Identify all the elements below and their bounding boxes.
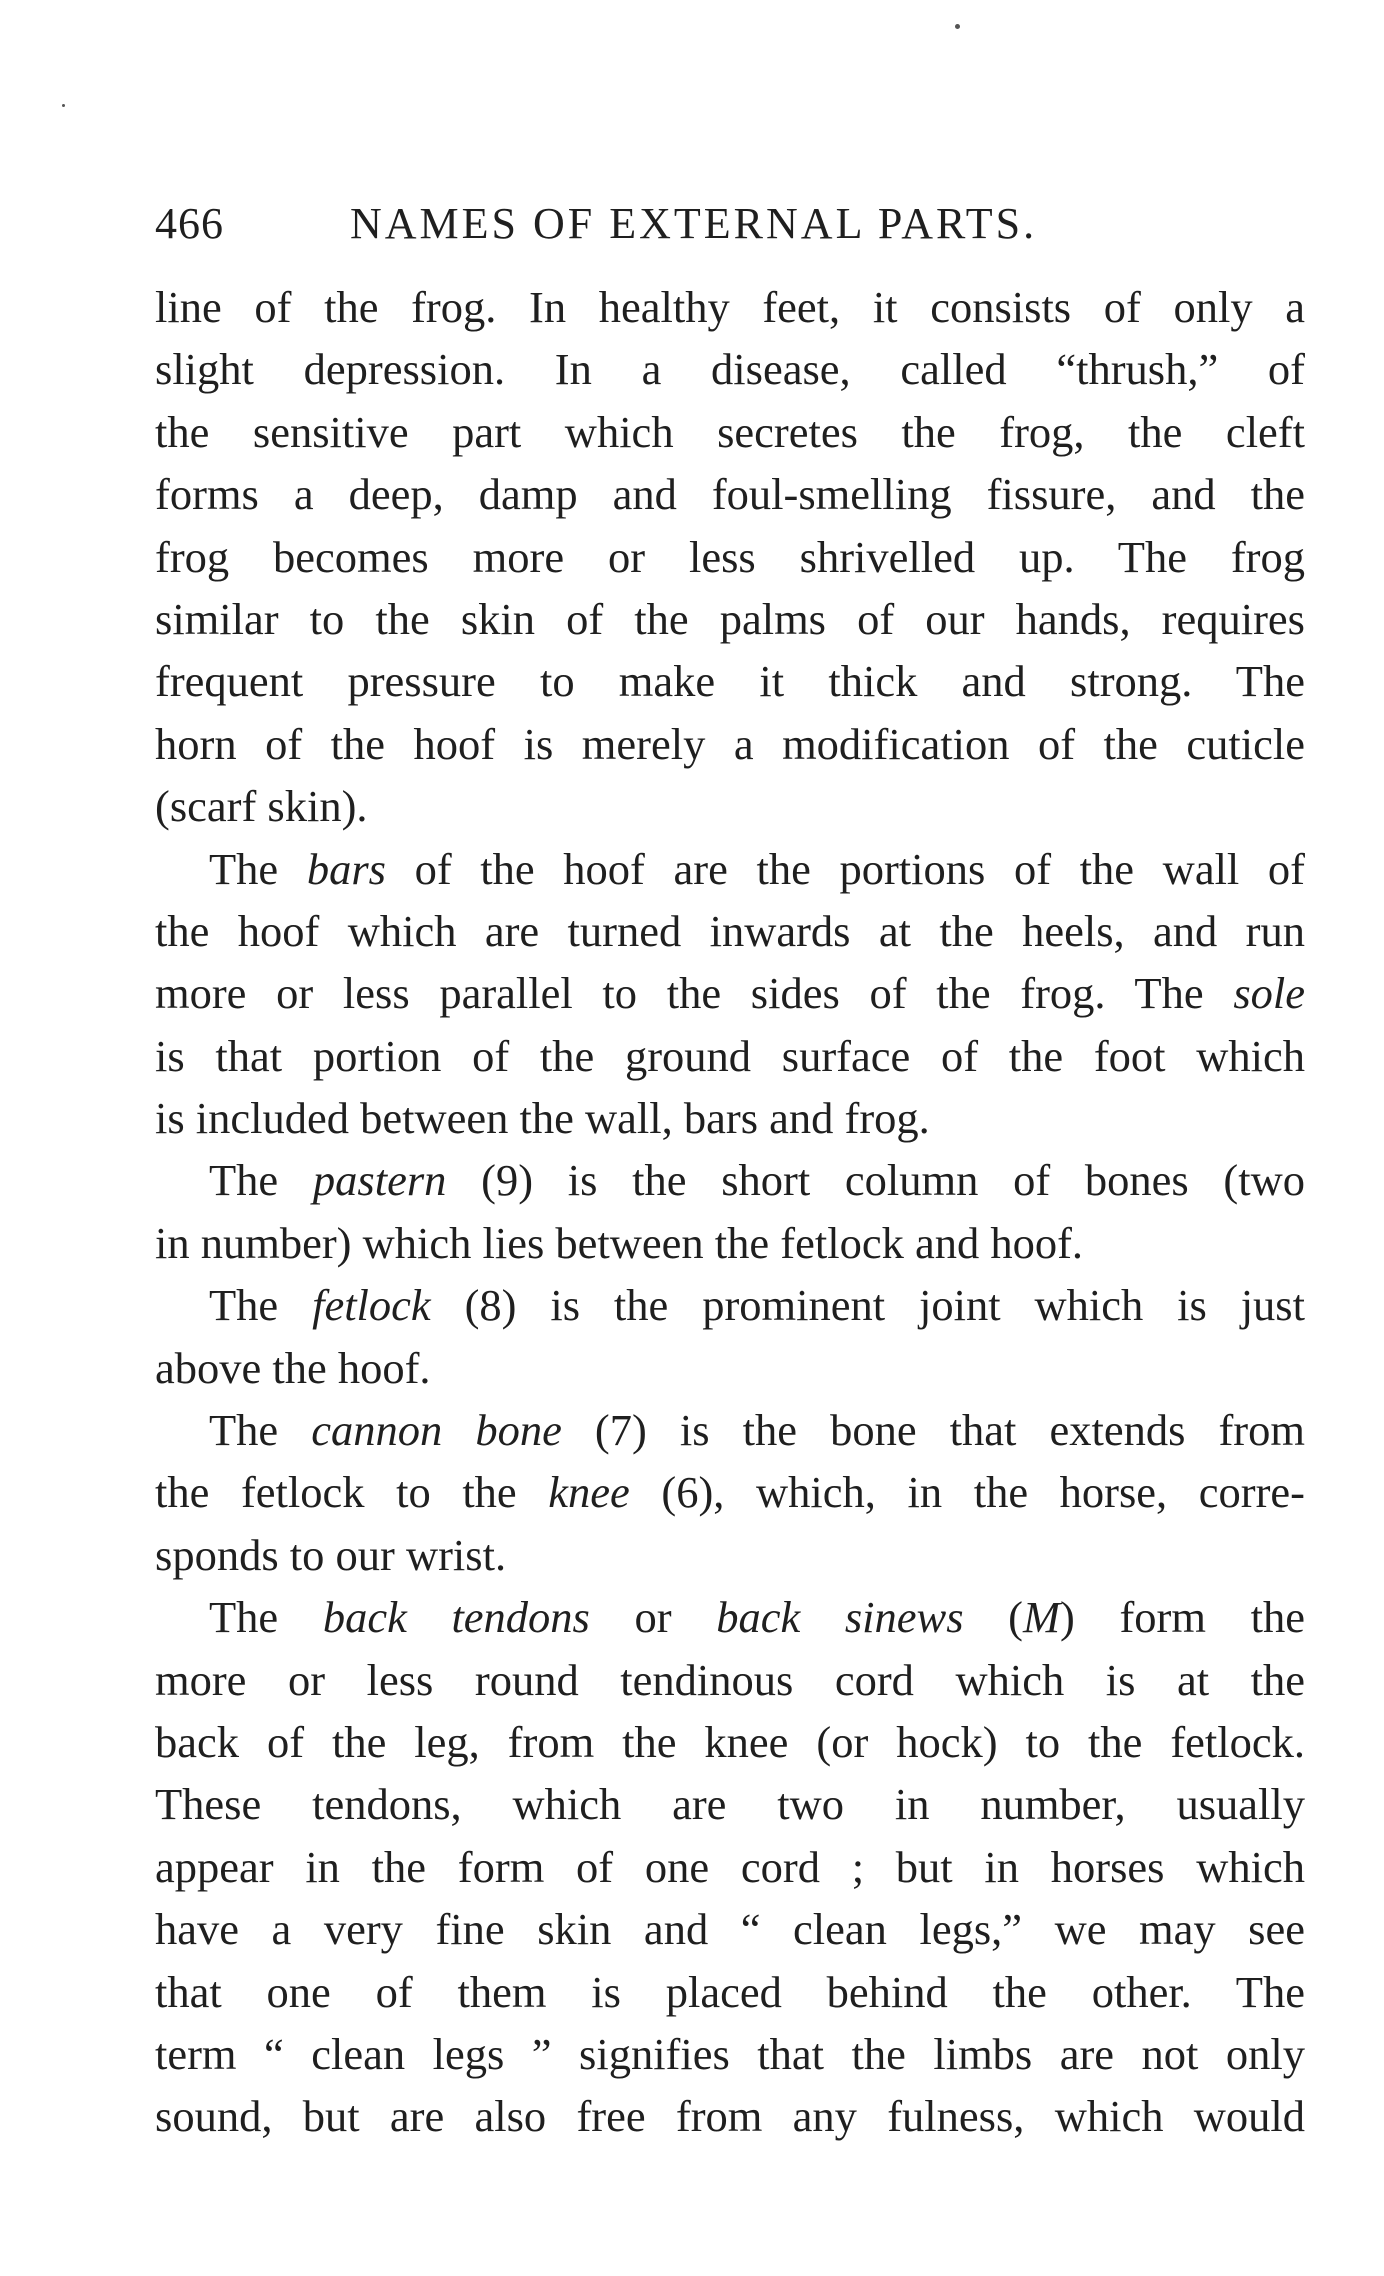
text-line: The cannon bone (7) is the bone that extends from xyxy=(209,1405,1305,1456)
text-line: is included between the wall, bars and frog. xyxy=(155,1093,930,1144)
text-line: is that portion of the ground surface of the foot which xyxy=(155,1030,1305,1081)
text-line: slight depression. In a disease, called “thrush,” of xyxy=(155,344,1305,395)
text-line: more or less round tendinous cord which is at the xyxy=(155,1654,1305,1705)
text-line: The fetlock (8) is the prominent joint which is just xyxy=(209,1280,1305,1331)
text-line: frequent pressure to make it thick and strong. The xyxy=(155,656,1305,707)
text-line: back of the leg, from the knee (or hock) to the fetlock. xyxy=(155,1716,1305,1767)
text-line: more or less parallel to the sides of the frog. The sole xyxy=(155,968,1305,1019)
body-text xyxy=(155,276,1305,2148)
text-line: forms a deep, damp and foul-smelling fissure, and the xyxy=(155,469,1305,520)
text-line: that one of them is placed behind the other. The xyxy=(155,1966,1305,2017)
text-line: The bars of the hoof are the portions of the wall of xyxy=(209,843,1305,894)
text-line: appear in the form of one cord ; but in horses which xyxy=(155,1841,1305,1892)
paper-speck xyxy=(955,24,960,29)
text-line: above the hoof. xyxy=(155,1342,431,1393)
text-line: sponds to our wrist. xyxy=(155,1529,507,1580)
text-line: frog becomes more or less shrivelled up. The frog xyxy=(155,531,1305,582)
page-number: 466 xyxy=(155,199,224,248)
text-line: the sensitive part which secretes the frog, the cleft xyxy=(155,406,1305,457)
text-line: the hoof which are turned inwards at the heels, and run xyxy=(155,905,1305,956)
text-line: horn of the hoof is merely a modification of the cuticle xyxy=(155,718,1305,769)
text-line: The pastern (9) is the short column of bones (two xyxy=(209,1155,1305,1206)
text-line: (scarf skin). xyxy=(155,781,368,832)
text-line: have a very fine skin and “ clean legs,” we may see xyxy=(155,1904,1305,1955)
running-head: NAMES OF EXTERNAL PARTS. xyxy=(350,199,1038,248)
text-line: The back tendons or back sinews (M) form the xyxy=(209,1592,1305,1643)
text-line: line of the frog. In healthy feet, it consists of only a xyxy=(155,282,1305,332)
page-header xyxy=(155,196,1305,252)
paper-speck xyxy=(62,104,65,107)
text-line: These tendons, which are two in number, usually xyxy=(155,1779,1305,1830)
text-line: in number) which lies between the fetlock and hoof. xyxy=(155,1217,1084,1268)
text-line: the fetlock to the knee (6), which, in the horse, corre- xyxy=(155,1467,1305,1518)
text-line: term “ clean legs ” signifies that the limbs are not only xyxy=(155,2028,1305,2079)
text-line: sound, but are also free from any fulness, which would xyxy=(155,2091,1305,2142)
text-line: similar to the skin of the palms of our hands, requires xyxy=(155,593,1305,644)
